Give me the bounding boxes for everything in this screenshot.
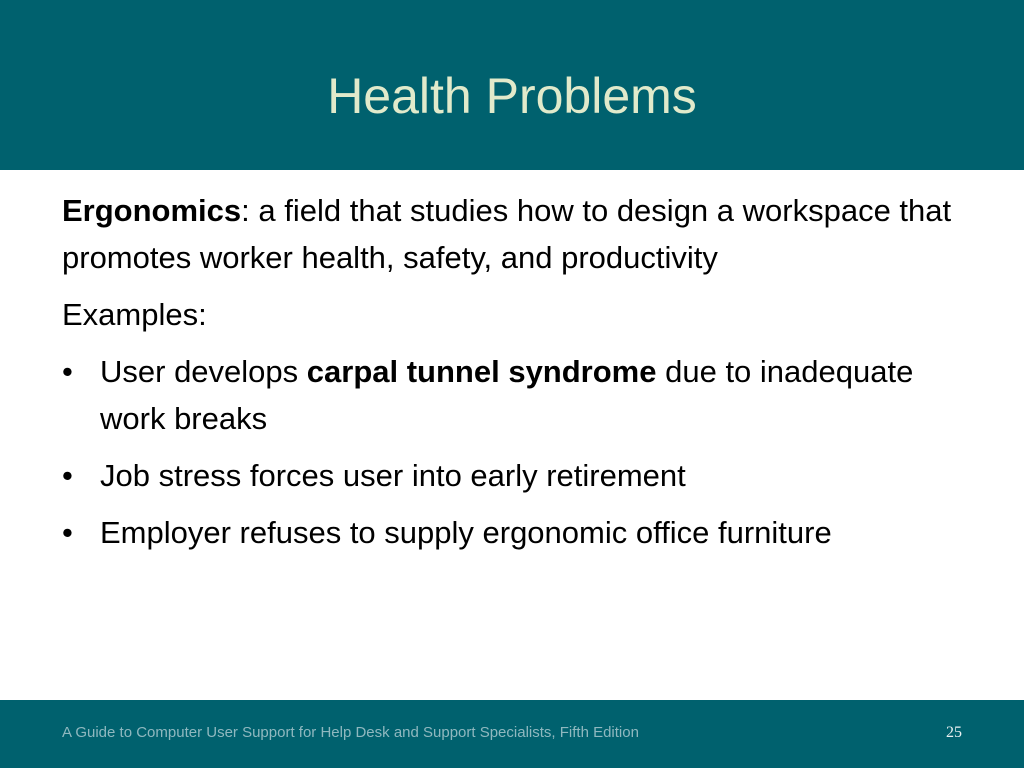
examples-label: Examples:: [62, 297, 207, 332]
bullet-text: Job stress forces user into early retirement: [100, 458, 686, 493]
bullet-icon: •: [62, 515, 73, 550]
bullet-text: Employer refuses to supply ergonomic office furniture: [100, 515, 832, 550]
slide-body: [62, 187, 962, 566]
footer-caption: A Guide to Computer User Support for Help Desk and Support Specialists, Fifth Edition: [62, 724, 639, 741]
list-item: [62, 348, 962, 442]
slide-title: Health Problems: [327, 68, 697, 124]
page-number: 25: [946, 724, 962, 741]
bullet-text: due to inadequate work breaks: [100, 354, 914, 436]
bullet-icon: •: [62, 458, 73, 493]
bullet-icon: •: [62, 354, 73, 389]
bullet-emphasis: carpal tunnel syndrome: [306, 354, 657, 389]
list-item: [62, 509, 962, 556]
bullet-text: User develops: [100, 354, 307, 389]
definition-text: : a field that studies how to design a workspace that promotes worker health, safety, and productivity: [62, 193, 952, 275]
definition-term: Ergonomics: [62, 193, 242, 228]
definition-paragraph: [62, 187, 962, 281]
examples-list: [62, 348, 962, 556]
list-item: [62, 452, 962, 499]
